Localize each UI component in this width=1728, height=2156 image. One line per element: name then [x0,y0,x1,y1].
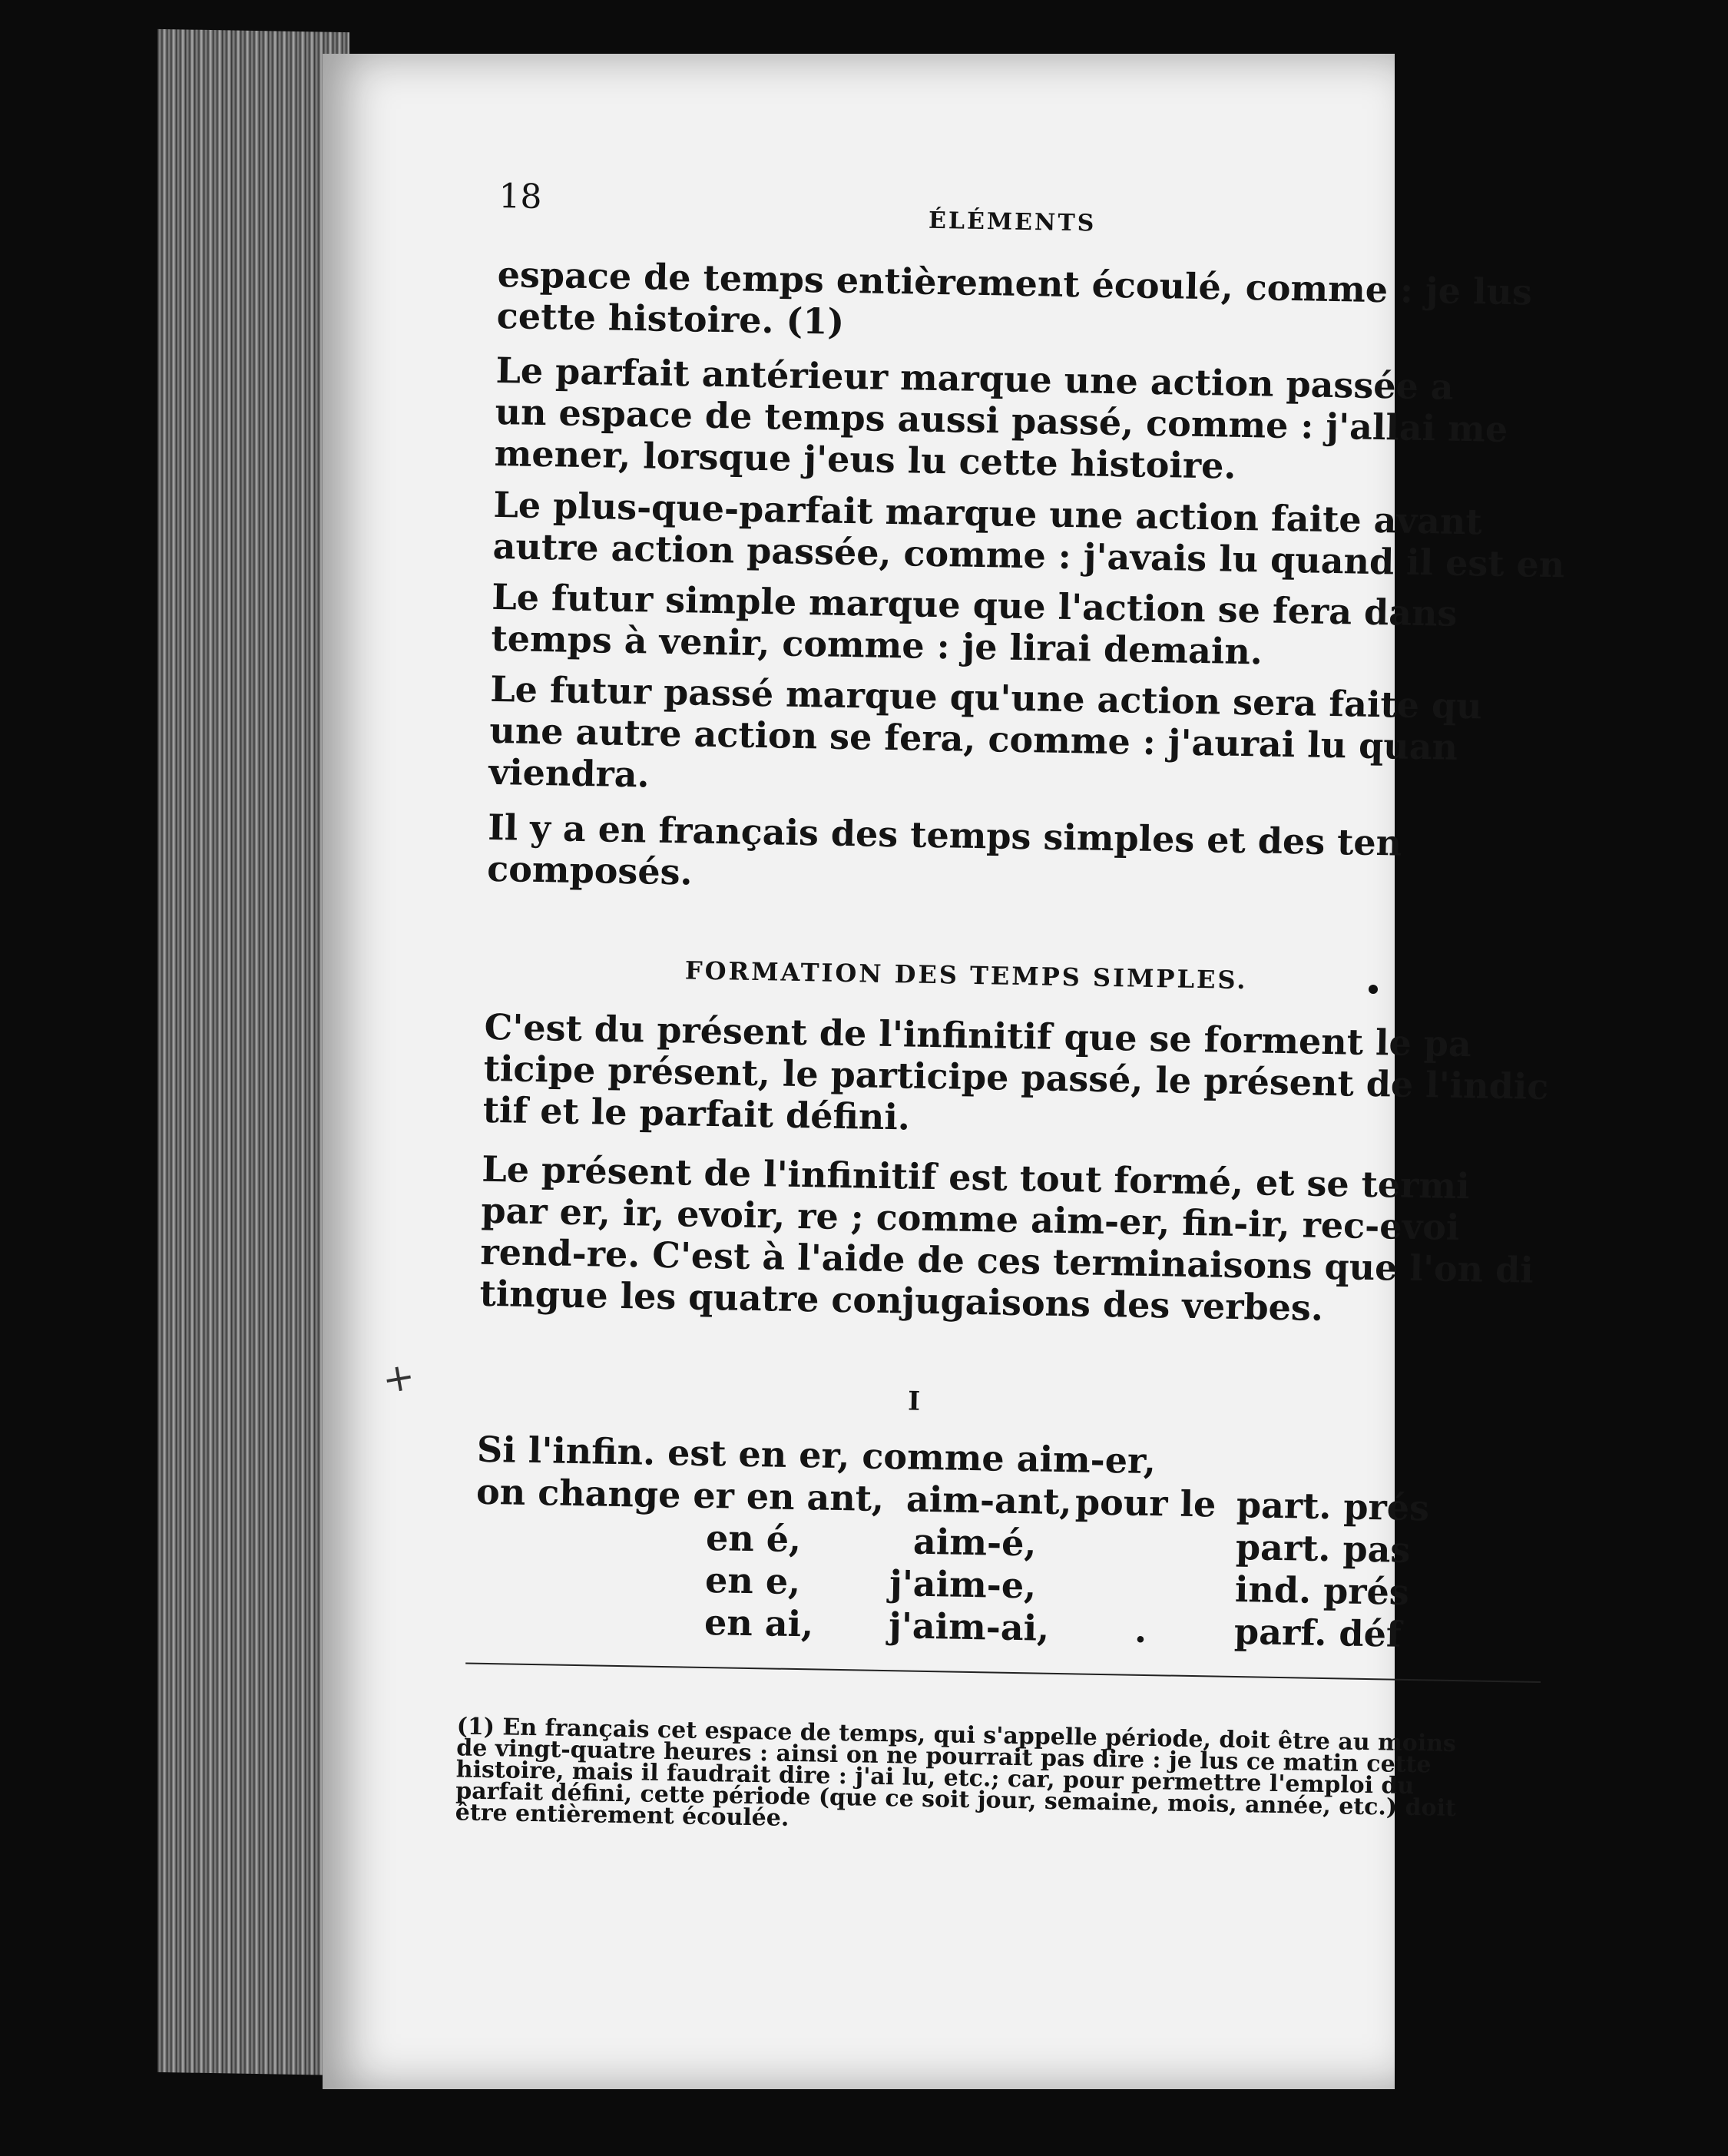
row-label: parf. déf [1233,1610,1402,1655]
page-edges [157,29,349,2075]
row-label: part. prés [1236,1484,1430,1529]
row-ending: en é, [705,1516,802,1561]
book-page [323,54,1565,2089]
paragraph-2: Le parfait antérieur marque une action passée a un espace de temps aussi passé, comme : j'allai me mener, lorsque j'eus lu cette histoire. [494,349,1508,487]
ink-spot [1369,985,1378,994]
row-ending: on change er en ant, [475,1470,885,1520]
section-title: FORMATION DES TEMPS SIMPLES. [684,955,1248,995]
paragraph-4: Le futur simple marque que l'action se fera dans temps à venir, comme : je lirai demain. [491,575,1458,673]
footnote-rule [465,1663,1541,1683]
paragraph-1: espace de temps entièrement écoulé, comme : je lus cette histoire. (1) [496,253,1533,343]
paragraph-3: Le plus-que-parfait marque une action faite avant autre action passée, comme : j'avais lu quand il est en [492,483,1565,586]
row-label: part. pas [1235,1526,1411,1571]
paragraph-6: Il y a en français des temps simples et des ten composés. [486,806,1402,893]
margin-mark: + [379,1353,419,1403]
row-pour: . [1134,1608,1147,1651]
running-title: ÉLÉMENTS [928,207,1097,237]
row-form: aim-ant, [905,1478,1073,1523]
paragraph-5: Le futur passé marque qu'une action sera faite qu une autre action se fera, comme : j'aurai lu quan viendra. [488,667,1483,796]
row-form: aim-é, [912,1520,1037,1565]
row-label: ind. prés [1234,1568,1410,1613]
row-pour: pour le [1074,1481,1217,1525]
row-form: j'aim-ai, [888,1605,1050,1649]
page-content [455,177,1728,1832]
section-paragraph-2: Le présent de l'infinitif est tout formé, et se termi par er, ir, evoir, re ; comme aim-er, fin-ir, rec-evoi rend-re. C'est à l'aide de ces terminaisons que l'on di tingue les quatre conjugaisons des verbes. [479,1148,1534,1329]
section-paragraph-1: C'est du présent de l'infinitif que se forment le pa ticipe présent, le participe passé, le présent de l'indic tif et le parfait défini. [482,1005,1549,1138]
page-number: 18 [498,177,542,217]
footnote: (1) En français cet espace de temps, qui s'appelle période, doit être au moins de vingt-quatre heures : ainsi on ne pourrait pas dire : je lus ce matin cette histoire, mais il faudrait dire : j'ai lu, etc.; car, pour permettre l'emploi du parfait défini, cette période (que ce soit jour, semaine, mois, année, etc.) doit être entièrement écoulée. [455,1713,1457,1832]
conjugation-intro: Si l'infin. est en er, comme aim-er, [476,1428,1157,1482]
row-form: j'aim-e, [889,1562,1037,1607]
conjugation-numeral: I [907,1386,921,1417]
row-ending: en ai, [703,1601,814,1645]
row-ending: en e, [704,1558,801,1603]
